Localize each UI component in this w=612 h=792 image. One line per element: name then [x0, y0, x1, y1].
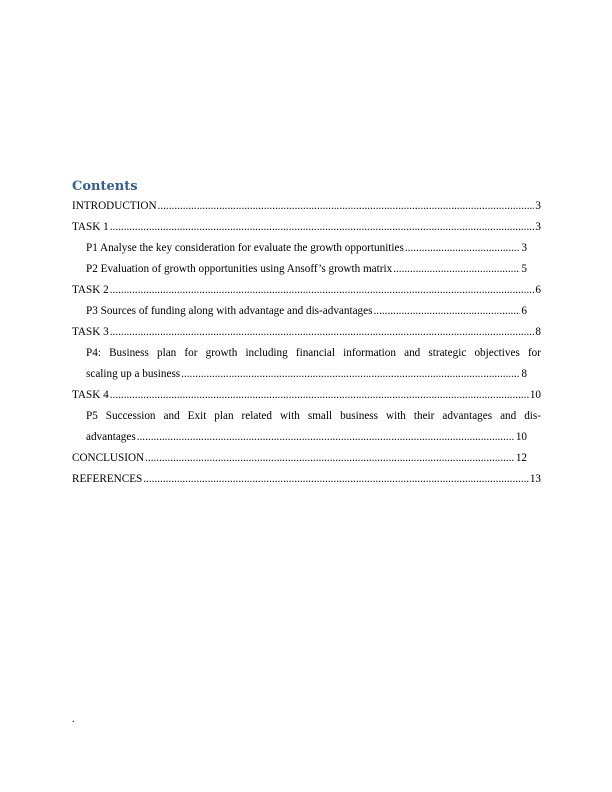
toc-entry-page: 8	[535, 326, 541, 338]
toc-entry-page: 3	[535, 200, 541, 212]
toc-entry-label: TASK 3	[72, 326, 109, 338]
toc-entry-task-2[interactable]	[72, 280, 541, 301]
toc-entry-label: P1 Analyse the key consideration for evaluate the growth opportunities	[86, 242, 404, 254]
toc-entry-page: 6	[535, 284, 541, 296]
toc-leader-dots	[373, 301, 520, 322]
toc-entry-label-line2: advantages	[86, 431, 136, 443]
footer-mark: .	[72, 713, 75, 725]
toc-leader-dots	[143, 469, 529, 490]
toc-entry-label: TASK 1	[72, 221, 109, 233]
toc-leader-dots	[158, 196, 535, 217]
toc-entry-p3[interactable]	[72, 301, 541, 322]
toc-leader-dots	[110, 280, 535, 301]
toc-entry-page: 6	[521, 305, 527, 317]
toc-entry-conclusion[interactable]	[72, 448, 541, 469]
toc-entry-page: 13	[529, 473, 541, 485]
toc-leader-dots	[110, 217, 535, 238]
toc-heading: Contents	[72, 179, 138, 194]
toc-entry-label: TASK 2	[72, 284, 109, 296]
toc-entry-page: 10	[529, 389, 541, 401]
toc-entry-page: 10	[515, 431, 527, 443]
toc-entry-label-line1: P4: Business plan for growth including financial information and strategic objectives for	[86, 347, 541, 359]
toc-leader-dots	[110, 385, 529, 406]
toc-entry-p2[interactable]	[72, 259, 541, 280]
toc-entry-p5[interactable]	[72, 406, 541, 448]
toc-entry-task-1[interactable]	[72, 217, 541, 238]
toc-entry-task-4[interactable]	[72, 385, 541, 406]
toc-entry-page: 8	[521, 368, 527, 380]
toc-leader-dots	[393, 259, 520, 280]
toc-entry-p4[interactable]	[72, 343, 541, 385]
toc-entry-label-line1: P5 Succession and Exit plan related with small business with their advantages and dis-	[86, 410, 541, 422]
toc-entry-page: 5	[521, 263, 527, 275]
toc-entry-page: 3	[535, 221, 541, 233]
toc-entry-label: P2 Evaluation of growth opportunities using Ansoff’s growth matrix	[86, 263, 393, 275]
toc-entry-page: 12	[515, 452, 527, 464]
toc-entry-introduction[interactable]	[72, 196, 541, 217]
toc-leader-dots	[145, 448, 515, 469]
toc-entry-label: P3 Sources of funding along with advantage and dis-advantages	[86, 305, 373, 317]
toc-entry-label: CONCLUSION	[72, 452, 145, 464]
toc-entry-task-3[interactable]	[72, 322, 541, 343]
toc-entry-p1[interactable]	[72, 238, 541, 259]
toc-leader-dots	[405, 238, 521, 259]
toc-entry-label-line2: scaling up a business	[86, 368, 181, 380]
toc-entry-references[interactable]	[72, 469, 541, 490]
toc-leader-dots	[137, 427, 515, 448]
toc-entry-label: INTRODUCTION	[72, 200, 157, 212]
toc-entry-page: 3	[521, 242, 527, 254]
toc-leader-dots	[110, 322, 535, 343]
toc-leader-dots	[181, 364, 520, 385]
toc-entry-label: REFERENCES	[72, 473, 143, 485]
table-of-contents	[72, 178, 541, 490]
toc-entry-label: TASK 4	[72, 389, 109, 401]
